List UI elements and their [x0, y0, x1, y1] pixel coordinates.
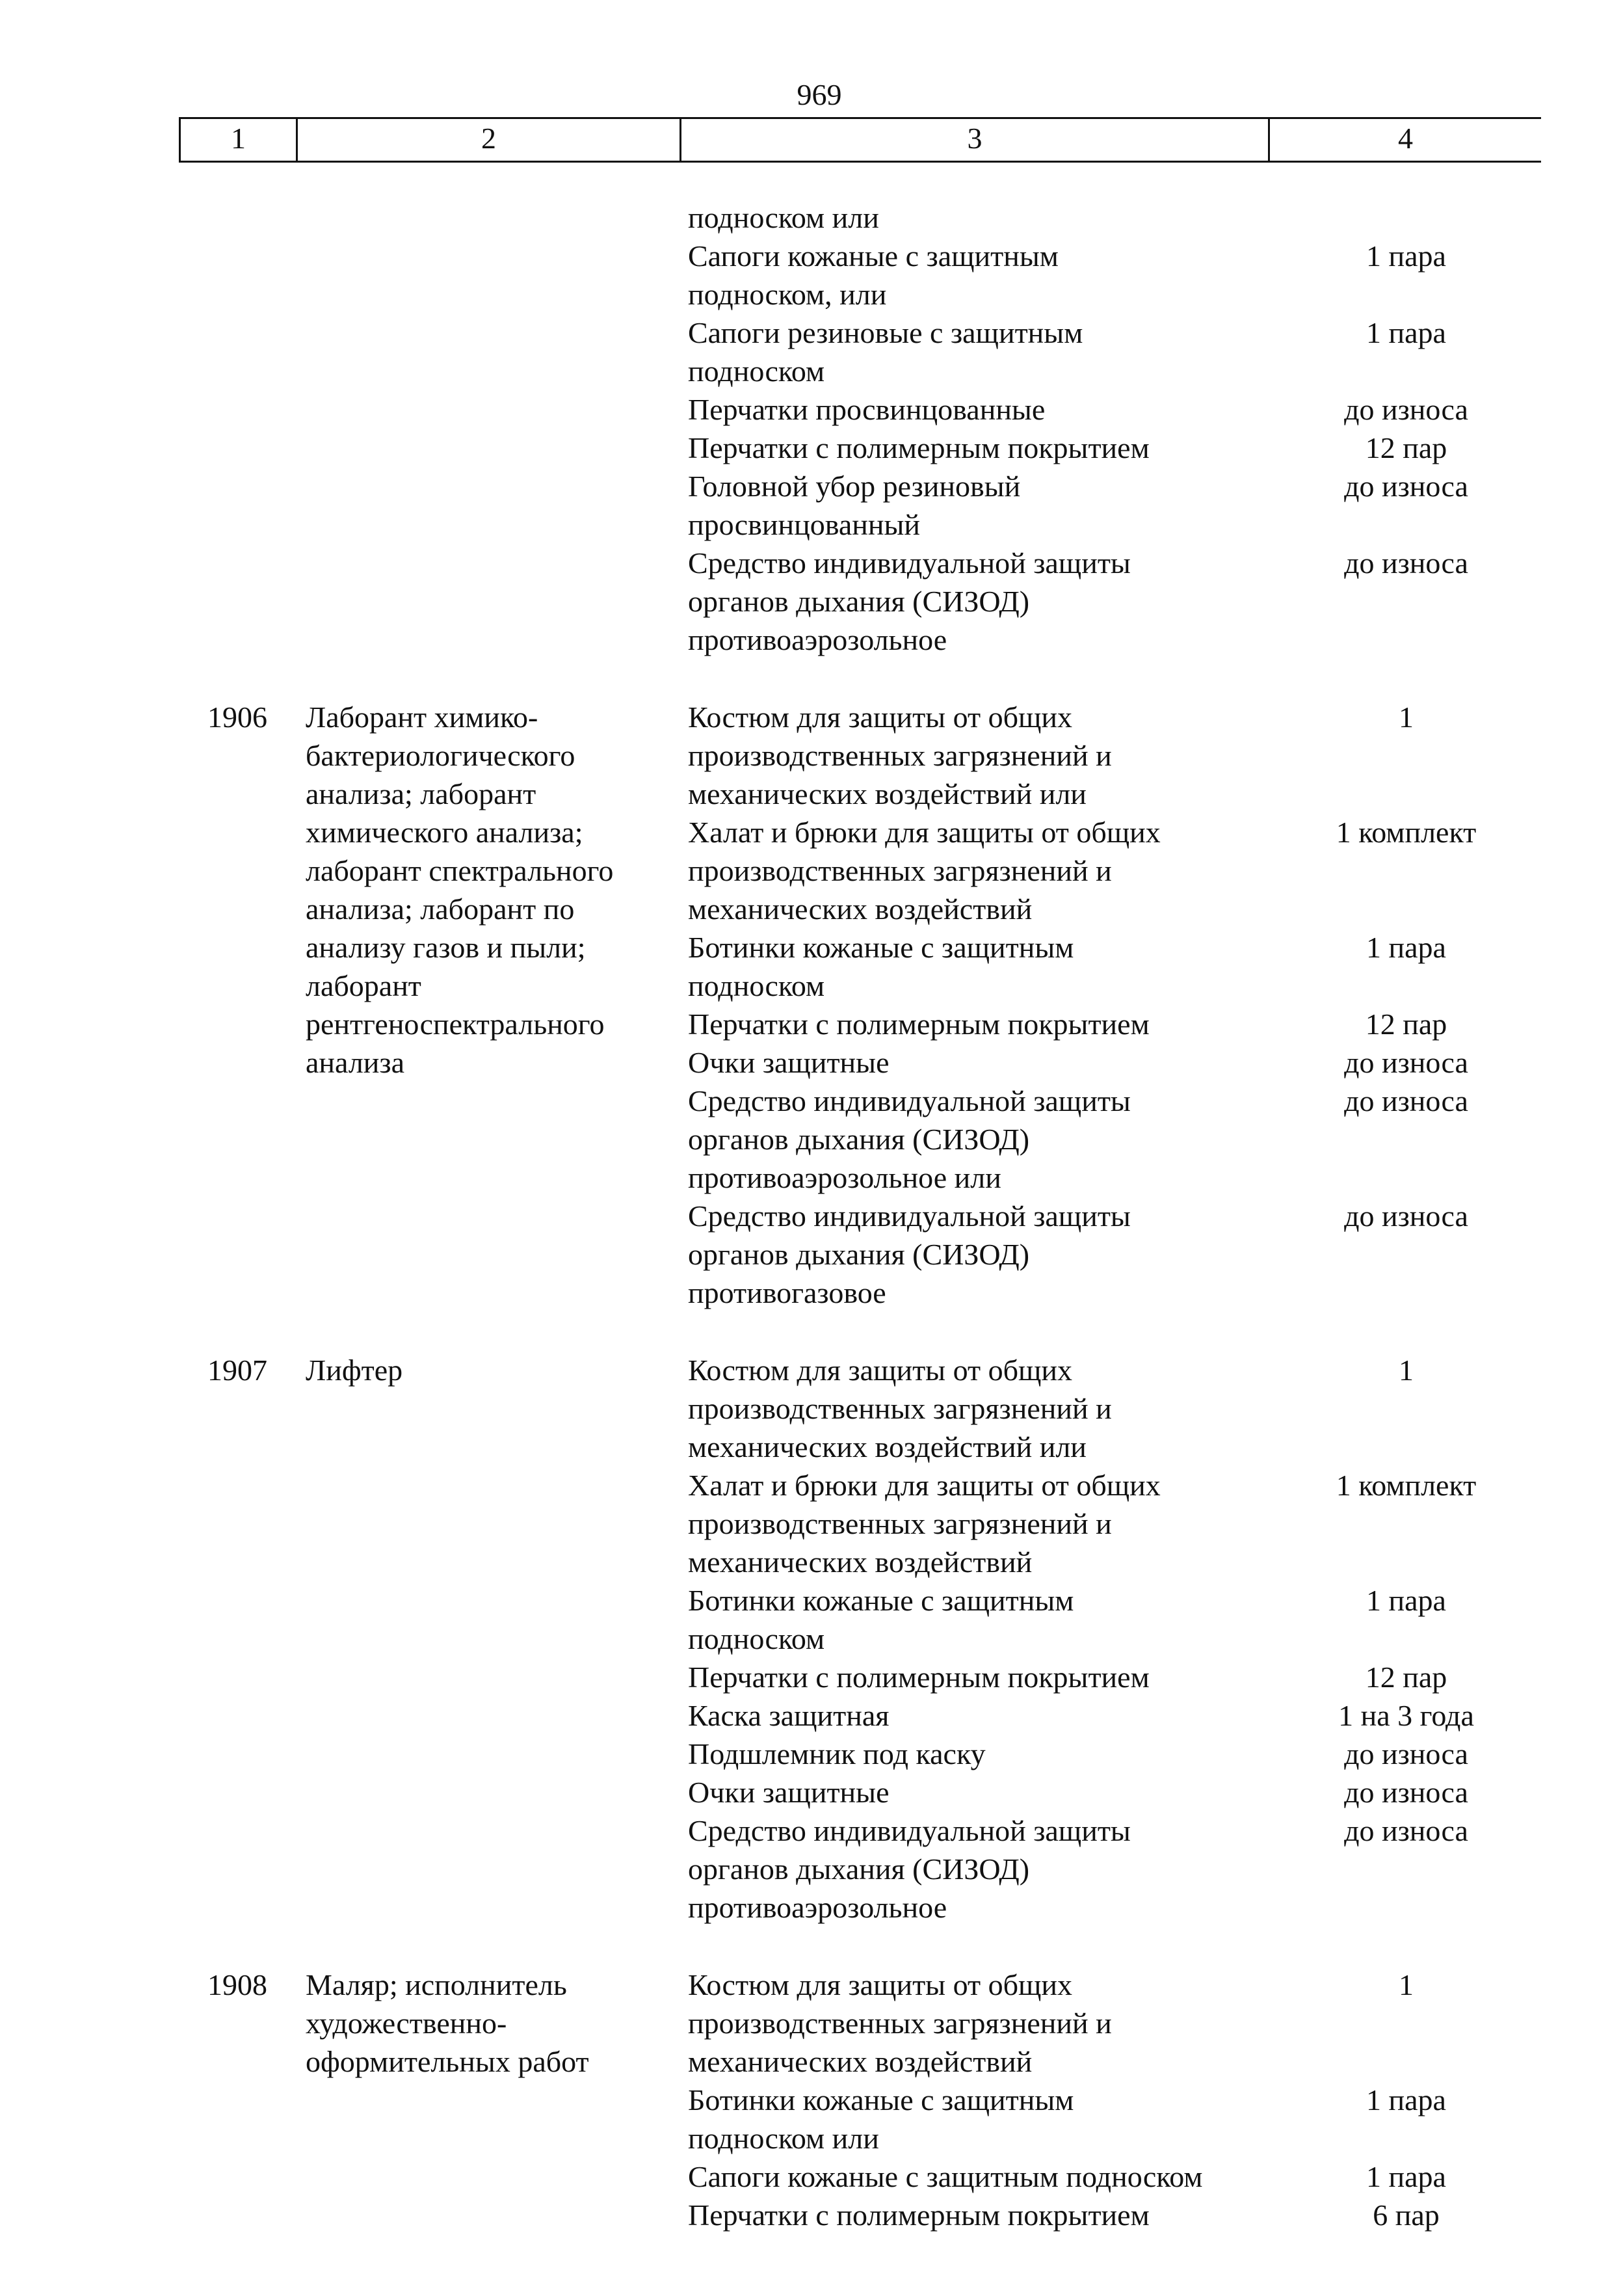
item-quantity: до износа	[1344, 1814, 1468, 1847]
list-item	[683, 467, 1541, 544]
profession-name: Лаборант химико- бактериологического анализа; лаборант химического анализа; лаборант спектрального анализа; лаборант по анализу газов и пыли; лаборант рентгеноспектрального анализа	[306, 701, 614, 1079]
table-row	[179, 198, 1541, 659]
list-item	[683, 1811, 1541, 1927]
list-item	[683, 813, 1541, 928]
item-quantity: до износа	[1344, 1199, 1468, 1233]
item-name: подноском или	[688, 201, 879, 234]
list-item	[683, 429, 1541, 467]
item-quantity: 12 пар	[1365, 1661, 1447, 1694]
list-item	[683, 1082, 1541, 1197]
item-name: Средство индивидуальной защиты органов дыхания (СИЗОД) противогазовое	[688, 1199, 1131, 1309]
item-name: Костюм для защиты от общих производственных загрязнений и механических воздействий или	[688, 701, 1112, 810]
list-item	[683, 314, 1541, 390]
list-item	[683, 1658, 1541, 1696]
list-item	[683, 237, 1541, 314]
entry-number: 1907	[207, 1354, 267, 1387]
list-item	[683, 1581, 1541, 1658]
item-quantity: 1 на 3 года	[1338, 1699, 1474, 1732]
item-quantity: 1 комплект	[1336, 816, 1477, 849]
list-item	[683, 544, 1541, 659]
list-item	[683, 698, 1541, 813]
protection-items-list	[683, 1966, 1541, 2234]
list-item	[683, 1773, 1541, 1811]
item-name: Ботинки кожаные с защитным подноском или	[688, 2083, 1074, 2155]
entry-number: 1908	[207, 1968, 267, 2001]
profession-name	[296, 198, 683, 659]
column-header-row	[179, 117, 1541, 163]
item-quantity: 1	[1399, 701, 1414, 734]
item-name: Халат и брюки для защиты от общих производственных загрязнений и механических воздействий	[688, 816, 1161, 926]
list-item	[683, 198, 1541, 237]
item-quantity: 1 пара	[1366, 2083, 1446, 2116]
item-quantity: 1 пара	[1366, 931, 1446, 964]
item-name: Халат и брюки для защиты от общих производственных загрязнений и механических воздействий	[688, 1469, 1161, 1579]
item-quantity: до износа	[1344, 546, 1468, 580]
table-body	[179, 198, 1541, 2273]
item-quantity: 1 пара	[1366, 1584, 1446, 1617]
list-item	[683, 390, 1541, 429]
item-quantity: до износа	[1344, 1737, 1468, 1770]
list-item	[683, 1197, 1541, 1312]
table-row	[179, 1351, 1541, 1927]
list-item	[683, 2081, 1541, 2157]
entry-number	[179, 198, 296, 659]
list-item	[683, 1043, 1541, 1082]
list-item	[683, 1351, 1541, 1466]
item-name: Сапоги кожаные с защитным подноском	[688, 2160, 1203, 2193]
item-name: Ботинки кожаные с защитным подноском	[688, 931, 1074, 1002]
item-name: Головной убор резиновый просвинцованный	[688, 470, 1021, 541]
list-item	[683, 2157, 1541, 2196]
item-quantity	[1271, 198, 1541, 237]
item-name: Костюм для защиты от общих производственных загрязнений и механических воздействий или	[688, 1354, 1112, 1463]
item-name: Перчатки с полимерным покрытием	[688, 431, 1150, 464]
list-item	[683, 1696, 1541, 1735]
item-quantity: 1	[1399, 1354, 1414, 1387]
item-name: Подшлемник под каску	[688, 1737, 986, 1770]
list-item	[683, 2196, 1541, 2234]
item-quantity: 6 пар	[1373, 2198, 1440, 2232]
list-item	[683, 1735, 1541, 1773]
item-quantity: 1 пара	[1366, 239, 1446, 273]
item-quantity: 12 пар	[1365, 431, 1447, 464]
table-row	[179, 1966, 1541, 2234]
column-header-2: 2	[296, 119, 680, 161]
protection-items-list	[683, 198, 1541, 659]
item-quantity: до износа	[1344, 1046, 1468, 1079]
item-quantity: 12 пар	[1365, 1008, 1447, 1041]
item-name: Очки защитные	[688, 1046, 890, 1079]
item-quantity: 1 пара	[1366, 316, 1446, 349]
item-name: Средство индивидуальной защиты органов дыхания (СИЗОД) противоаэрозольное	[688, 1814, 1131, 1924]
item-name: Перчатки просвинцованные	[688, 393, 1046, 426]
item-quantity: до износа	[1344, 393, 1468, 426]
column-header-3: 3	[680, 119, 1268, 161]
item-name: Сапоги кожаные с защитным подноском, или	[688, 239, 1059, 311]
list-item	[683, 928, 1541, 1005]
table-row	[179, 698, 1541, 1312]
item-name: Средство индивидуальной защиты органов дыхания (СИЗОД) противоаэрозольное или	[688, 1084, 1131, 1194]
protection-items-list	[683, 1351, 1541, 1927]
column-header-4: 4	[1268, 119, 1541, 161]
item-name: Сапоги резиновые с защитным подноском	[688, 316, 1083, 388]
item-quantity: 1 пара	[1366, 2160, 1446, 2193]
item-quantity: до износа	[1344, 470, 1468, 503]
page-number: 969	[797, 78, 842, 111]
item-name: Перчатки с полимерным покрытием	[688, 1661, 1150, 1694]
entry-number: 1906	[207, 701, 267, 734]
list-item	[683, 1466, 1541, 1581]
list-item	[683, 1005, 1541, 1043]
profession-name: Маляр; исполнитель художественно- оформительных работ	[306, 1968, 589, 2078]
item-name: Очки защитные	[688, 1776, 890, 1809]
column-header-1: 1	[179, 119, 296, 161]
item-quantity: до износа	[1344, 1776, 1468, 1809]
item-name: Костюм для защиты от общих производственных загрязнений и механических воздействий	[688, 1968, 1112, 2078]
item-quantity: 1 комплект	[1336, 1469, 1477, 1502]
item-name: Перчатки с полимерным покрытием	[688, 1008, 1150, 1041]
item-name: Средство индивидуальной защиты органов дыхания (СИЗОД) противоаэрозольное	[688, 546, 1131, 656]
item-quantity: до износа	[1344, 1084, 1468, 1117]
item-name: Ботинки кожаные с защитным подноском	[688, 1584, 1074, 1655]
item-quantity: 1	[1399, 1968, 1414, 2001]
item-name: Перчатки с полимерным покрытием	[688, 2198, 1150, 2232]
item-name: Каска защитная	[688, 1699, 890, 1732]
protection-items-list	[683, 698, 1541, 1312]
profession-name: Лифтер	[306, 1354, 403, 1387]
list-item	[683, 1966, 1541, 2081]
